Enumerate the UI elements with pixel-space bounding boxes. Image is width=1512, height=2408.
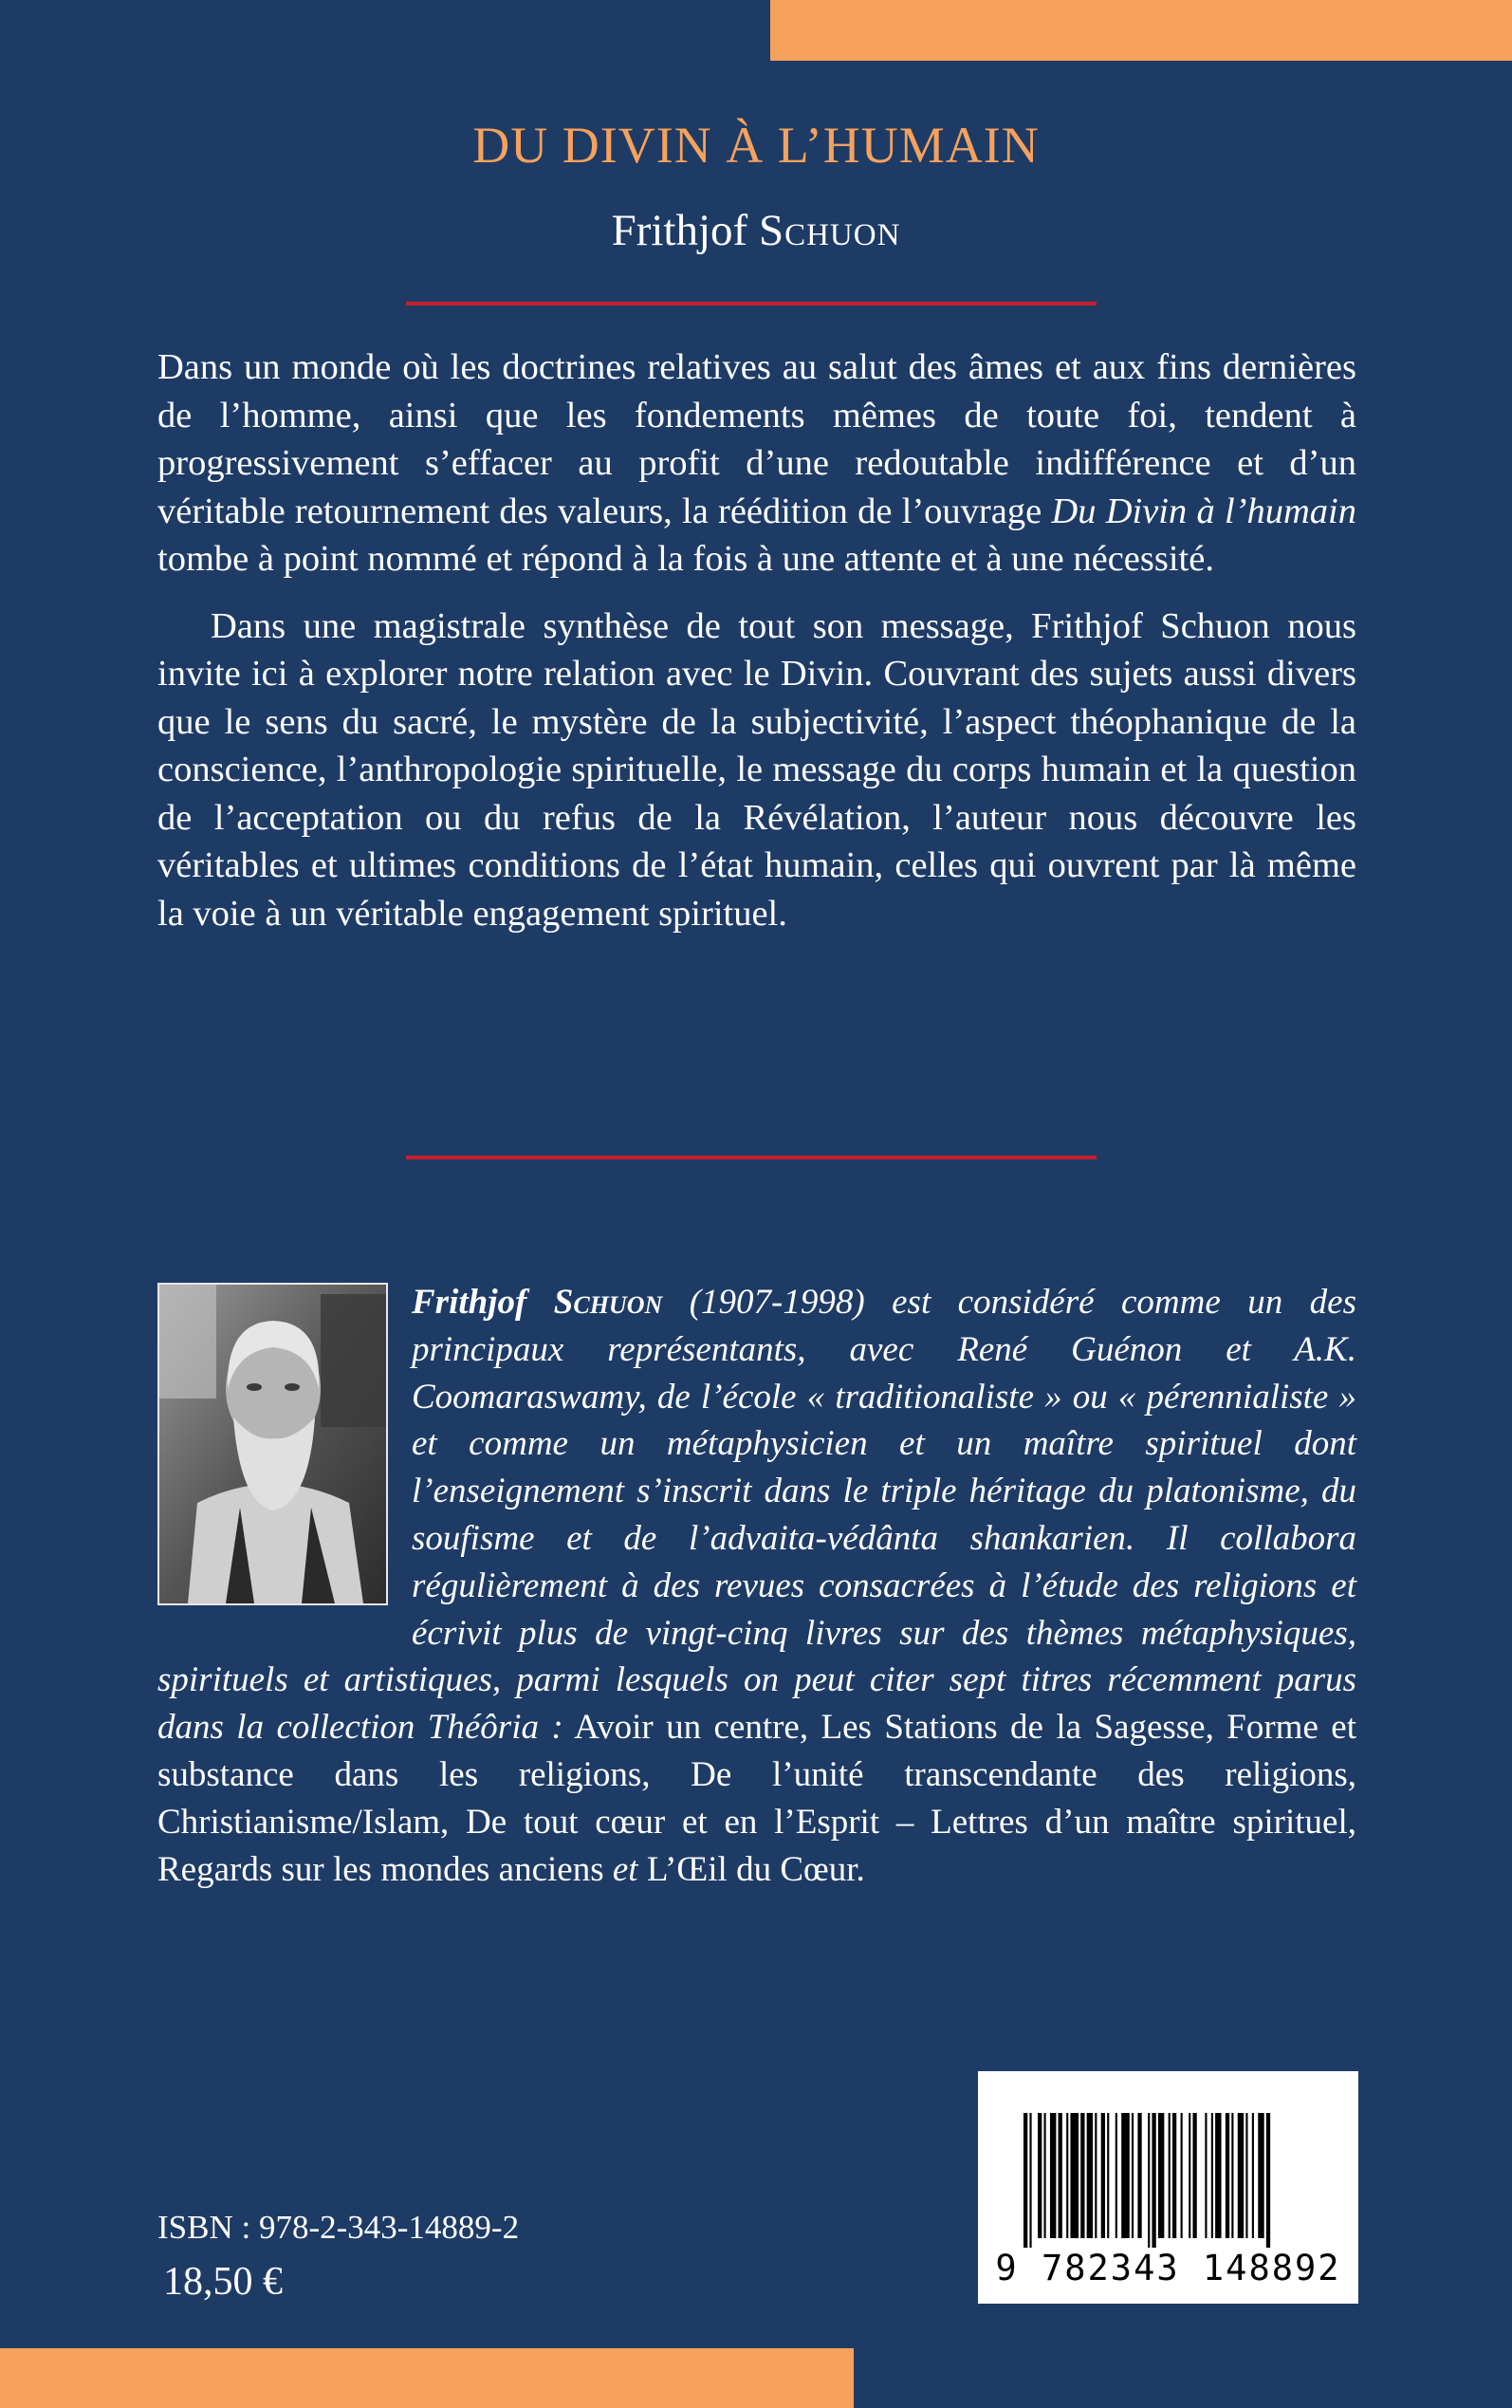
author-biography [157,1279,1356,1893]
description-p1-start: Dans un monde où les doctrines relatives au salut des âmes et aux fins dernières de l’homme, ainsi que les fondements mêmes de toute foi, tendent à progressivement s’effacer au profit d’une redoutable indifférence et d’un véritable retournement des valeurs, la réédition de l’ouvrage [157,347,1356,531]
book-title: DU DIVIN À L’HUMAIN [472,117,1040,174]
barcode-bar [1080,2113,1084,2238]
barcode-bar [1172,2113,1176,2238]
barcode-bar [1266,2113,1270,2248]
barcode-bar [1205,2113,1207,2238]
barcode-bar [1192,2113,1196,2238]
barcode-bar [1169,2113,1171,2238]
author-name [0,205,1512,256]
bio-author-first: Frithjof [412,1283,554,1322]
barcode-bar [1148,2113,1150,2248]
barcode-bar [1023,2113,1027,2248]
bio-titles-list: Avoir un centre, Les Stations de la Sagesse, Forme et substance dans les religions, De l’unité transcendante des religions, Christianisme/Islam, De tout cœur et en l’Esprit – Lettres d’un maître spirituel, Regards sur les mondes anciens [157,1708,1356,1889]
barcode-bars [1023,2113,1313,2248]
description-p1-end: tombe à point nommé et répond à la fois à une attente et à une nécessité. [157,539,1214,579]
barcode-bar [1211,2113,1213,2238]
barcode-bar [1066,2113,1068,2238]
author-last-name: Schuon [758,206,901,255]
description-book-title-italic: Du Divin à l’humain [1051,491,1356,531]
author-first-name: Frithjof [611,206,759,255]
barcode-bar [1137,2113,1141,2238]
bottom-accent-bar [0,2348,854,2408]
description-paragraph-1 [157,343,1356,583]
barcode-bar [1044,2113,1046,2238]
bio-author-last: Schuon [553,1283,663,1322]
barcode-bar [1107,2113,1109,2238]
barcode-bar [1231,2113,1233,2238]
barcode-bar [1252,2113,1254,2238]
barcode-bar [1059,2113,1062,2238]
barcode-bar [1070,2113,1079,2238]
price: 18,50 € [163,2260,283,2304]
back-cover-description [157,343,1356,937]
barcode-bar [1189,2113,1190,2238]
divider-top [406,302,1097,306]
barcode-bar [1050,2113,1056,2238]
barcode-number: 9 782343 148892 [995,2248,1341,2288]
bio-connector: et [612,1849,638,1889]
barcode-bar [1238,2113,1244,2238]
divider-middle [406,1156,1097,1159]
barcode-bar [1116,2113,1117,2238]
barcode [978,2071,1358,2304]
barcode-bar [1132,2113,1134,2238]
barcode-bar [1181,2113,1183,2238]
barcode-bar [1121,2113,1130,2238]
bio-last-title: L’Œil du Cœur. [637,1849,865,1889]
barcode-bar [1245,2113,1247,2238]
barcode-bar [1087,2113,1093,2238]
barcode-bar [1158,2113,1164,2238]
top-accent-bar [770,0,1512,61]
bio-italic-text: (1907-1998) est considéré comme un des principaux représentants, avec René Guénon et A.K. Coomaraswamy, de l’école « traditionaliste » ou « pérennialiste » et comme un métaphysicien et un maître spirituel dont l’enseignement s’inscrit dans le triple héritage du platonisme, du soufisme et de l’advaita-védânta shankarien. Il collabora régulièrement à des revues consacrées à l’étude des religions et écrivit plus de vingt-cinq livres sur des thèmes métaphysiques, spirituels et artistiques, parmi lesquels on peut citer sept titres récemment parus dans la collection Théôria : [157,1283,1356,1748]
photo-text-wrap-spacer [157,1279,412,1641]
barcode-bar [1258,2113,1263,2238]
barcode-bar [1101,2113,1105,2238]
barcode-bar [1038,2113,1042,2238]
isbn: ISBN : 978-2-343-14889-2 [157,2209,520,2246]
description-paragraph-2: Dans une magistrale synthèse de tout son message, Frithjof Schuon nous invite ici à explorer notre relation avec le Divin. Couvrant des sujets aussi divers que le sens du sacré, le mystère de la subjectivité, l’aspect théophanique de la conscience, l’anthropologie spirituelle, le message du corps humain et la question de l’acceptation ou du refus de la Révélation, l’auteur nous découvre les véritables et ultimes conditions de l’état humain, celles qui ouvrent par là même la voie à un véritable engagement spirituel. [157,605,1356,934]
barcode-bar [1095,2113,1097,2238]
barcode-bar [1215,2113,1221,2238]
barcode-bar [1152,2113,1155,2248]
barcode-bar [1029,2113,1031,2248]
barcode-bar [1226,2113,1229,2238]
